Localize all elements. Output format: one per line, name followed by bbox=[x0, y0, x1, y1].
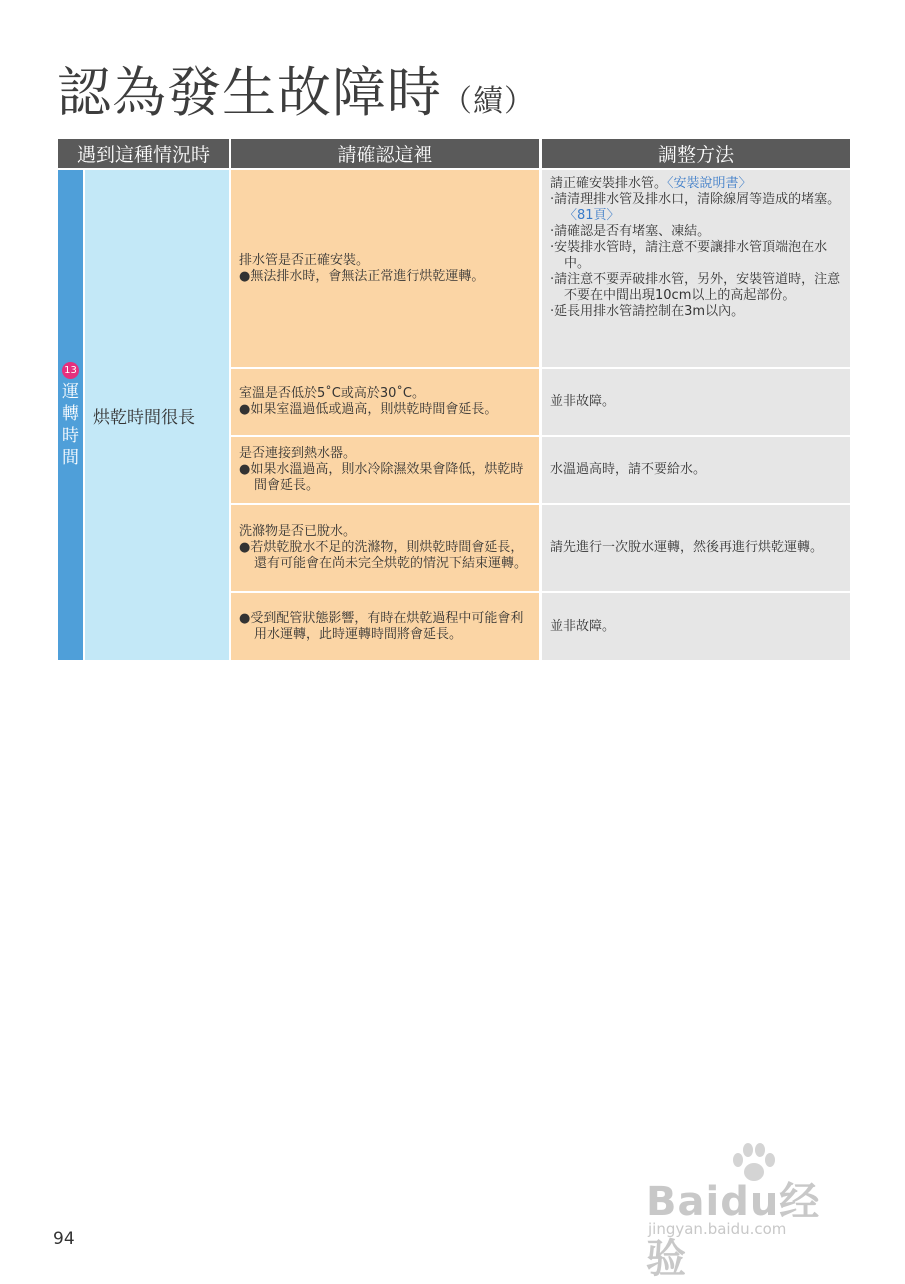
category-number-badge: 13 bbox=[62, 362, 79, 379]
check-cell-3 bbox=[231, 437, 539, 503]
check-title: 是否連接到熱水器。 bbox=[239, 446, 357, 461]
page-subtitle: （續） bbox=[442, 84, 535, 119]
symptom-text: 烘乾時間很長 bbox=[93, 407, 195, 428]
check-bullet: ●如果室溫過低或過高，則烘乾時間會延長。 bbox=[239, 402, 498, 417]
fix-text: 水溫過高時，請不要給水。 bbox=[550, 462, 707, 477]
check-title: 室溫是否低於5˚C或高於30˚C。 bbox=[239, 386, 425, 401]
baidu-watermark bbox=[640, 1142, 855, 1282]
fix-item: ‧請清理排水管及排水口，清除線屑等造成的堵塞。〈81頁〉 bbox=[550, 192, 841, 223]
check-title: 排水管是否正確安裝。 bbox=[239, 252, 370, 268]
header-fix: 調整方法 bbox=[542, 139, 850, 168]
check-cell-4 bbox=[231, 505, 539, 591]
fix-item: ‧延長用排水管請控制在3m以內。 bbox=[550, 304, 745, 319]
fix-item: ‧請注意不要弄破排水管，另外，安裝管道時，注意不要在中間出現10cm以上的高起部份。 bbox=[550, 272, 841, 303]
check-cell-2 bbox=[231, 369, 539, 435]
header-situation: 遇到這種情況時 bbox=[58, 139, 229, 168]
check-bullet: ●如果水溫過高，則水冷除濕效果會降低，烘乾時間會延長。 bbox=[239, 462, 524, 493]
fix-item: ‧請確認是否有堵塞、凍結。 bbox=[550, 224, 711, 239]
fix-item: ‧安裝排水管時，請注意不要讓排水管頂端泡在水中。 bbox=[550, 240, 828, 271]
fix-text: 請先進行一次脫水運轉，然後再進行烘乾運轉。 bbox=[550, 540, 824, 555]
watermark-logo: Baidu经验 bbox=[646, 1179, 821, 1282]
fix-cell-1 bbox=[542, 170, 850, 367]
check-cell-1 bbox=[231, 170, 539, 367]
fix-text: 並非故障。 bbox=[550, 618, 616, 634]
fix-cell-3 bbox=[542, 437, 850, 503]
fix-cell-5 bbox=[542, 593, 850, 660]
page-ref-link[interactable]: 〈81頁〉 bbox=[564, 208, 620, 223]
category-column bbox=[58, 170, 83, 660]
check-bullet: ●受到配管狀態影響，有時在烘乾過程中可能會利用水運轉，此時運轉時間將會延長。 bbox=[239, 610, 524, 642]
page-number: 94 bbox=[53, 1229, 75, 1249]
fix-title: 請正確安裝排水管。〈安裝說明書〉 bbox=[550, 176, 752, 191]
fix-text: 並非故障。 bbox=[550, 394, 616, 409]
check-bullet: ●若烘乾脫水不足的洗滌物，則烘乾時間會延長，還有可能會在尚未完全烘乾的情況下結束運轉。 bbox=[239, 540, 528, 571]
manual-link[interactable]: 〈安裝說明書〉 bbox=[667, 176, 752, 191]
check-cell-5 bbox=[231, 593, 539, 660]
category-label: 運轉時間 bbox=[62, 382, 79, 468]
symptom-cell bbox=[85, 170, 229, 660]
check-title: 洗滌物是否已脫水。 bbox=[239, 524, 357, 539]
page-title: 認為發生故障時（續） bbox=[57, 61, 535, 124]
fix-cell-2 bbox=[542, 369, 850, 435]
header-check: 請確認這裡 bbox=[231, 139, 539, 168]
check-bullet: ●無法排水時，會無法正常進行烘乾運轉。 bbox=[239, 268, 485, 284]
fix-cell-4 bbox=[542, 505, 850, 591]
watermark-url: jingyan.baidu.com bbox=[648, 1220, 787, 1238]
